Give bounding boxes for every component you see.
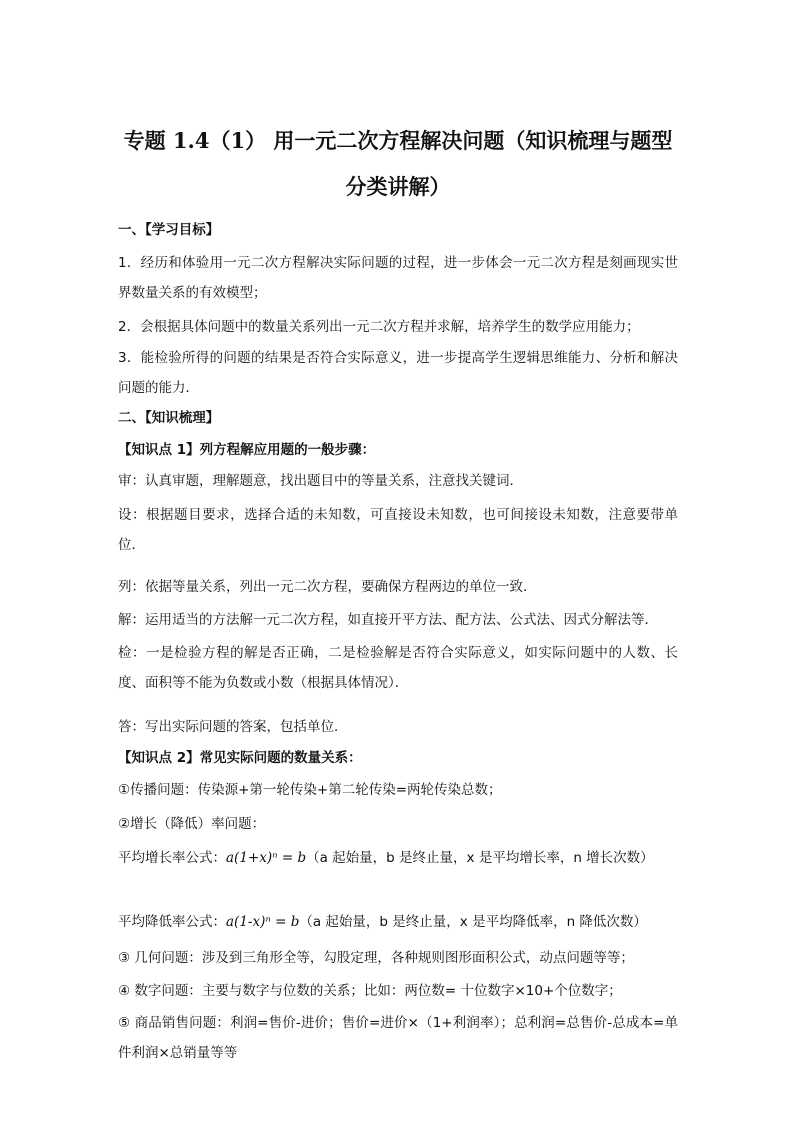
step-jie: 解：运用适当的方法解一元二次方程，如直接开平方法、配方法、公式法、因式分解法等． [118,612,658,628]
knowledge-point-1-heading: 【知识点 1】列方程解应用题的一般步骤： [118,442,376,458]
section-heading-knowledge: 二、【知识梳理】 [118,410,220,426]
relation-item-1: ①传播问题：传染源+第一轮传染+第二轮传染=两轮传染总数； [118,782,502,798]
decline-formula-label: 平均降低率公式： [118,914,226,930]
step-da: 答：写出实际问题的答案，包括单位． [118,719,348,735]
relation-item-2: ②增长（降低）率问题： [118,816,266,832]
objective-item-3: 3．能检验所得的问题的结果是否符合实际意义，进一步提高学生逻辑思维能力、分析和解决问题的能力． [118,350,678,396]
relation-item-5: ⑤ 商品销售问题：利润=售价-进价；售价=进价×（1+利润率）；总利润=总售价-总成本=单件利润×总销量等等 [118,1015,678,1061]
section-heading-objectives: 一、【学习目标】 [118,222,220,238]
decline-formula-note: （a 起始量，b 是终止量，x 是平均降低率，n 降低次数） [299,914,647,930]
objective-item-1: 1．经历和体验用一元二次方程解决实际问题的过程，进一步体会一元二次方程是刻画现实世界数量关系的有效模型； [118,255,678,301]
decline-formula: a(1-x)ⁿ = b [226,914,300,930]
relation-item-3: ③ 几何问题：涉及到三角形全等，勾股定理，各种规则图形面积公式，动点问题等等； [118,950,634,966]
relation-item-4: ④ 数字问题：主要与数字与位数的关系；比如：两位数= 十位数字×10+个位数字； [118,983,622,999]
growth-formula-note: （a 起始量，b 是终止量，x 是平均增长率，n 增长次数） [306,850,654,866]
growth-rate-formula-line [118,848,678,868]
title-line-1: 专题 1.4（1） 用一元二次方程解决问题（知识梳理与题型 [123,128,673,153]
title-line-2: 分类讲解） [345,174,451,199]
objective-item-2: 2．会根据具体问题中的数量关系列出一元二次方程并求解，培养学生的数学应用能力； [118,319,640,335]
decline-rate-formula-line [118,912,678,932]
step-she: 设：根据题目要求，选择合适的未知数，可直接设未知数，也可间接设未知数，注意要带单位． [118,507,678,553]
step-lie: 列：依据等量关系，列出一元二次方程，要确保方程两边的单位一致． [118,579,537,595]
step-shen: 审：认真审题，理解题意，找出题目中的等量关系，注意找关键词． [118,473,523,489]
document-title [118,118,678,210]
knowledge-point-2-heading: 【知识点 2】常见实际问题的数量关系： [118,750,362,766]
step-jian: 检：一是检验方程的解是否正确，二是检验解是否符合实际意义，如实际问题中的人数、长度、面积等不能为负数或小数（根据具体情况）． [118,645,678,691]
growth-formula: a(1+x)ⁿ = b [226,850,307,866]
growth-formula-label: 平均增长率公式： [118,850,226,866]
